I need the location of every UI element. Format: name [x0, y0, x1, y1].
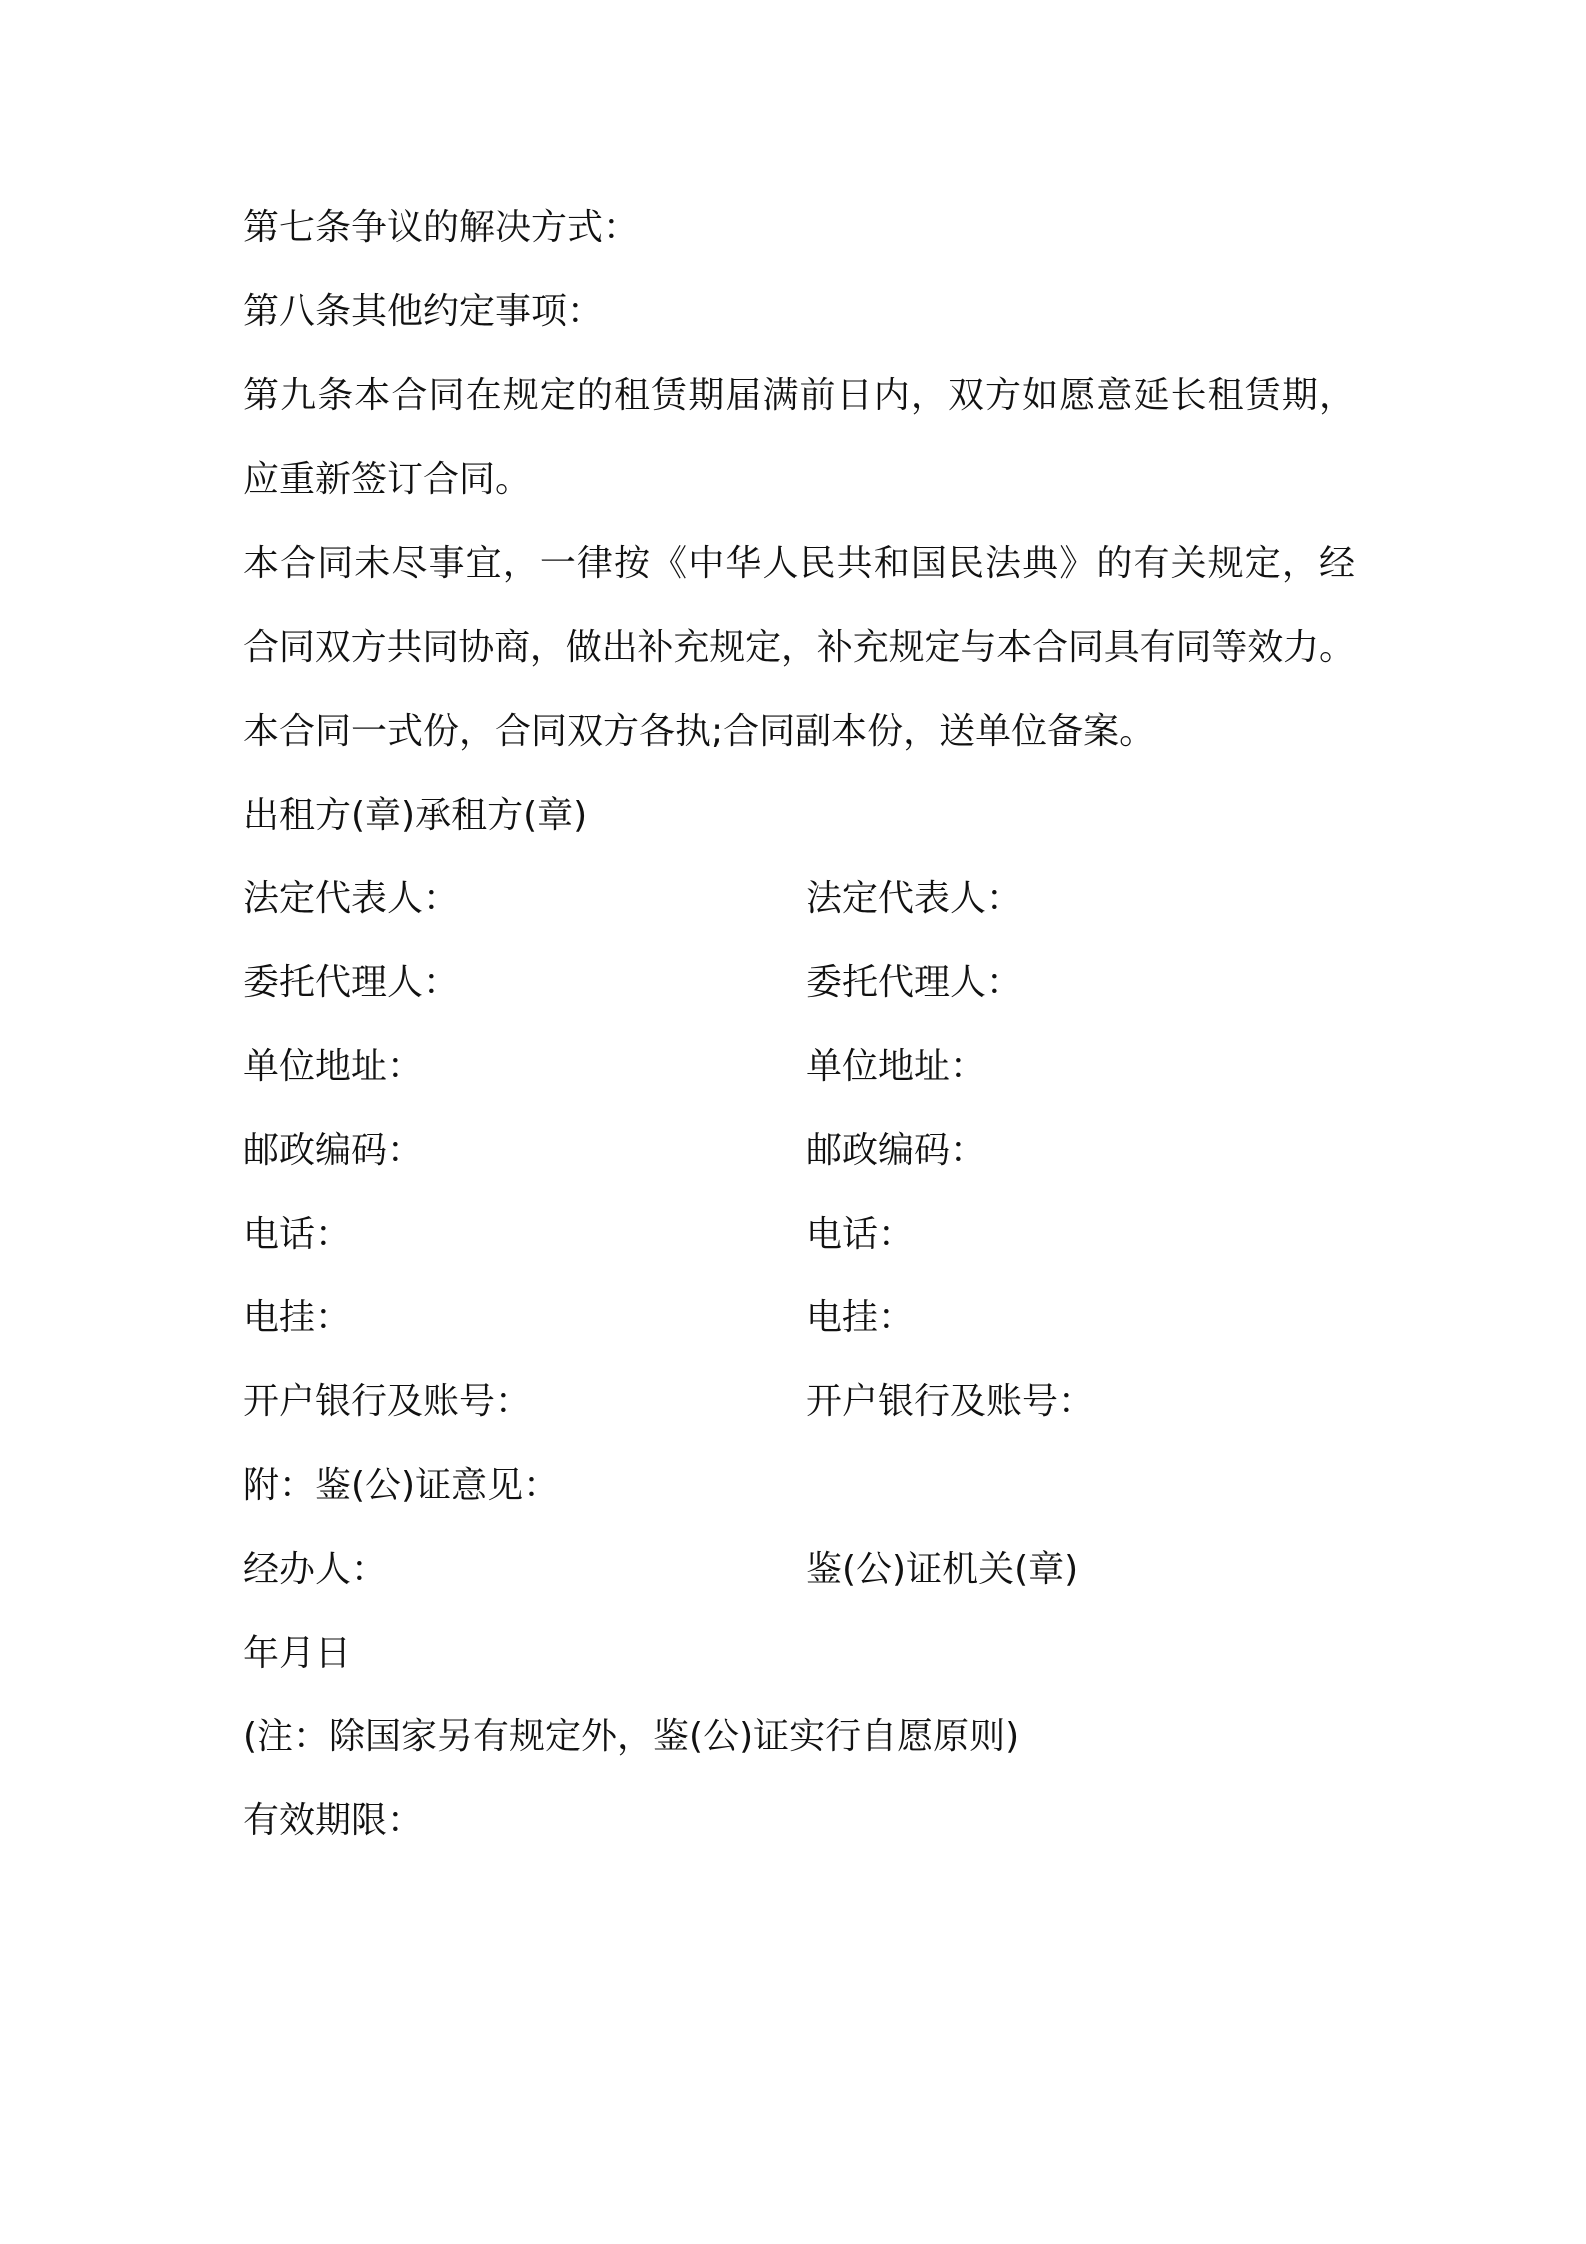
article-8-text: 第八条其他约定事项：: [243, 291, 604, 332]
article-7-text: 第七条争议的解决方式：: [243, 207, 640, 248]
parties-heading: 出租方(章)承租方(章): [243, 795, 588, 836]
lessee-agent-label: 委托代理人：: [806, 962, 1023, 1003]
notary-authority-label: 鉴(公)证机关(章): [806, 1549, 1079, 1590]
notary-handler-label: 经办人：: [243, 1549, 388, 1590]
notary-opinion-label: 附：鉴(公)证意见：: [243, 1465, 560, 1506]
lessor-bank-account-label: 开户银行及账号：: [243, 1381, 532, 1422]
copies-text: 本合同一式份，合同双方各执;合同副本份，送单位备案。: [243, 711, 1156, 752]
article-9-text-line2: 应重新签订合同。: [243, 459, 532, 500]
lessee-address-label: 单位地址：: [806, 1046, 987, 1087]
lessor-agent-label: 委托代理人：: [243, 962, 460, 1003]
lessor-phone-label: 电话：: [243, 1214, 352, 1255]
supplement-text-line1: 本合同未尽事宜，一律按《中华人民共和国民法典》的有关规定，经: [243, 543, 1357, 584]
lessor-legal-rep-label: 法定代表人：: [243, 878, 460, 919]
lessee-postal-code-label: 邮政编码：: [806, 1130, 987, 1171]
article-9-text-line1: 第九条本合同在规定的租赁期届满前日内，双方如愿意延长租赁期，: [243, 375, 1357, 416]
lessee-legal-rep-label: 法定代表人：: [806, 878, 1023, 919]
notary-date-label: 年月日: [243, 1633, 352, 1674]
validity-period-label: 有效期限：: [243, 1800, 424, 1841]
lessor-address-label: 单位地址：: [243, 1046, 424, 1087]
lessor-postal-code-label: 邮政编码：: [243, 1130, 424, 1171]
lessor-telegraph-label: 电挂：: [243, 1297, 352, 1338]
lessee-telegraph-label: 电挂：: [806, 1297, 915, 1338]
notary-note-text: (注：除国家另有规定外，鉴(公)证实行自愿原则): [243, 1716, 1020, 1757]
lessee-bank-account-label: 开户银行及账号：: [806, 1381, 1095, 1422]
supplement-text-line2: 合同双方共同协商，做出补充规定，补充规定与本合同具有同等效力。: [243, 627, 1355, 668]
lessee-phone-label: 电话：: [806, 1214, 915, 1255]
